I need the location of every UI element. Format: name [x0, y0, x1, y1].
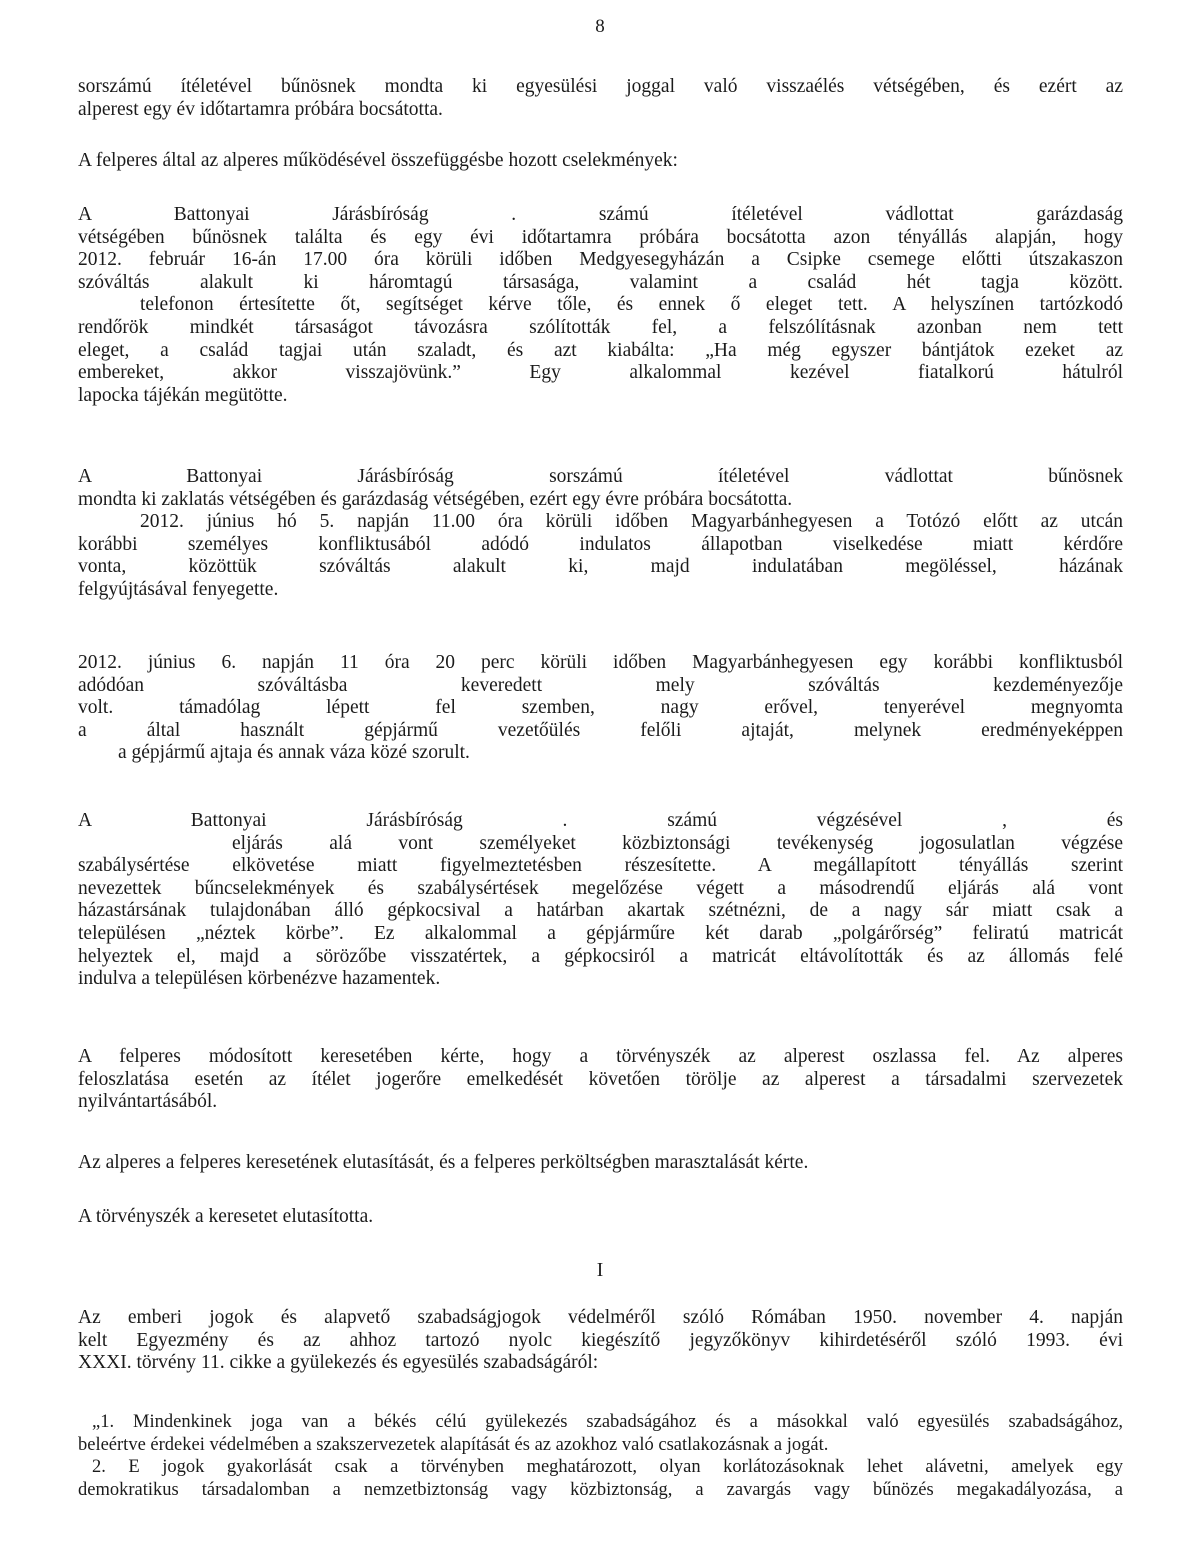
text-line: A Battonyai Járásbíróság . számú végzésével , és [78, 810, 1123, 831]
paragraph-court-decision [78, 1206, 1123, 1229]
paragraph-court-case-3 [78, 810, 1123, 991]
text-line: indulva a településen körbenézve hazamentek. [78, 968, 441, 990]
text-line: nevezettek bűncselekmények és szabálysértések megelőzése végett a másodrendű eljárás alá vont [78, 877, 1123, 899]
text-line: feloszlatása esetén az ítélet jogerőre emelkedését követően törölje az alperest a társadalmi szervezetek [78, 1068, 1123, 1090]
text-line: A felperes által az alperes működésével összefüggésbe hozott cselekmények: [78, 150, 678, 171]
text-line: A Battonyai Járásbíróság . számú ítéletével vádlottat garázdaság [78, 204, 1123, 225]
text-line: embereket, akkor visszajövünk.” Egy alkalommal kezével fiatalkorú hátulról [78, 362, 1123, 384]
text-line: A törvényszék a keresetet elutasította. [78, 1206, 374, 1227]
text-line: rendőrök mindkét társaságot távozásra szólították fel, a felszólításnak azonban nem tett [78, 316, 1123, 338]
paragraph-convention [78, 1307, 1123, 1375]
text-line: Az emberi jogok és alapvető szabadságjogok védelméről szóló Rómában 1950. november 4. napján [78, 1307, 1123, 1328]
text-line: A Battonyai Járásbíróság sorszámú ítéletével vádlottat bűnösnek [78, 466, 1123, 487]
section-number: I [596, 1260, 604, 1281]
paragraph-plaintiff-request [78, 1046, 1123, 1114]
text-line: 2012. február 16-án 17.00 óra körüli időben Medgyesegyházán a Csipke csemege előtti útszakaszon [78, 249, 1123, 271]
paragraph-court-case-2 [78, 466, 1123, 602]
text-line: alperest egy év időtartamra próbára bocsátotta. [78, 98, 443, 120]
text-line: mondta ki zaklatás vétségében és garázdaság vétségében, ezért egy évre próbára bocsátotta. [78, 488, 793, 510]
text-line: vonta, közöttük szóváltás alakult ki, majd indulatában megöléssel, házának [78, 556, 1123, 578]
text-line: a által használt gépjármű vezetőülés felőli ajtaját, melynek eredményeképpen [78, 719, 1123, 741]
text-line: felgyújtásával fenyegette. [78, 578, 279, 600]
paragraph-actions-heading [78, 150, 1123, 173]
text-line: 2012. június hó 5. napján 11.00 óra körüli időben Magyarbánhegyesen a Totózó előtt az utcán [140, 511, 1123, 533]
text-line: telefonon értesítette őt, segítséget kérve tőle, és ennek ő eleget tett. A helyszínen tartózkodó [140, 294, 1123, 316]
text-line: házastársának tulajdonában álló gépkocsival a határban akartak szétnézni, de a nagy sár miatt csak a [78, 900, 1123, 922]
text-line: eleget, a család tagjai után szaladt, és azt kiabálta: „Ha még egyszer bántjátok ezeket az [78, 339, 1123, 361]
text-line: nyilvántartásából. [78, 1091, 218, 1113]
paragraph-incident-june-6 [78, 652, 1123, 765]
text-line: adódóan szóváltásba keveredett mely szóváltás kezdeményezője [78, 674, 1123, 696]
text-line: 2. E jogok gyakorlását csak a törvényben meghatározott, olyan korlátozásoknak lehet alávetni, amelyek egy [92, 1457, 1123, 1478]
text-line: Az alperes a felperes keresetének elutasítását, és a felperes perköltségben marasztalását kérte. [78, 1152, 809, 1173]
paragraph-defendant-request [78, 1152, 1123, 1175]
text-line: „1. Mindenkinek joga van a békés célú gyülekezés szabadságához és a másokkal való egyesülés szabadságához, [92, 1412, 1123, 1432]
text-line: 2012. június 6. napján 11 óra 20 perc körüli időben Magyarbánhegyesen egy korábbi konfliktusból [78, 652, 1123, 673]
text-line: szóváltás alakult ki háromtagú társasága, valamint a család hét tagja között. [78, 271, 1123, 293]
text-line: szabálysértése elkövetése miatt figyelmeztetésben részesítette. A megállapított tényállás szerint [78, 855, 1123, 877]
paragraph-court-case-1 [78, 204, 1123, 407]
text-line: lapocka tájékán megütötte. [78, 384, 288, 406]
text-line: településen „néztek körbe”. Ez alkalommal a gépjárműre két darab „polgárőrség” feliratú matricát [78, 922, 1123, 944]
text-line: kelt Egyezmény és az ahhoz tartozó nyolc kiegészítő jegyzőkönyv kihirdetéséről szóló 1993. évi [78, 1329, 1123, 1351]
text-line: helyeztek el, majd a sörözőbe visszatértek, a gépkocsiról a matricát eltávolították és az állomás felé [78, 945, 1123, 967]
text-line: XXXI. törvény 11. cikke a gyülekezés és egyesülés szabadságáról: [78, 1352, 599, 1374]
page-number: 8 [595, 16, 605, 37]
text-line: vétségében bűnösnek találta és egy évi időtartamra próbára bocsátotta azon tényállás alapján, hogy [78, 226, 1123, 248]
text-line: korábbi személyes konfliktusából adódó indulatos állapotban viselkedése miatt kérdőre [78, 533, 1123, 555]
quote-article-11 [78, 1411, 1123, 1501]
text-line: a gépjármű ajtaja és annak váza közé szorult. [118, 742, 470, 764]
text-line: beleértve érdekei védelmében a szakszervezetek alapítását és az azokhoz való csatlakozásnak a jogát. [78, 1434, 829, 1455]
text-line: demokratikus társadalomban a nemzetbiztonság vagy közbiztonság, a zavargás vagy bűnözés megakadályozása, a [78, 1479, 1123, 1500]
paragraph-sentence-conclusion [78, 76, 1123, 121]
text-line: A felperes módosított keresetében kérte, hogy a törvényszék az alperest oszlassa fel. Az alperes [78, 1046, 1123, 1067]
text-line: sorszámú ítéletével bűnösnek mondta ki egyesülési joggal való visszaélés vétségében, és ezért az [78, 76, 1123, 97]
text-line: volt. támadólag lépett fel szemben, nagy erővel, tenyerével megnyomta [78, 697, 1123, 719]
text-line: eljárás alá vont személyeket közbiztonsági tevékenység jogosulatlan végzése [232, 832, 1123, 854]
